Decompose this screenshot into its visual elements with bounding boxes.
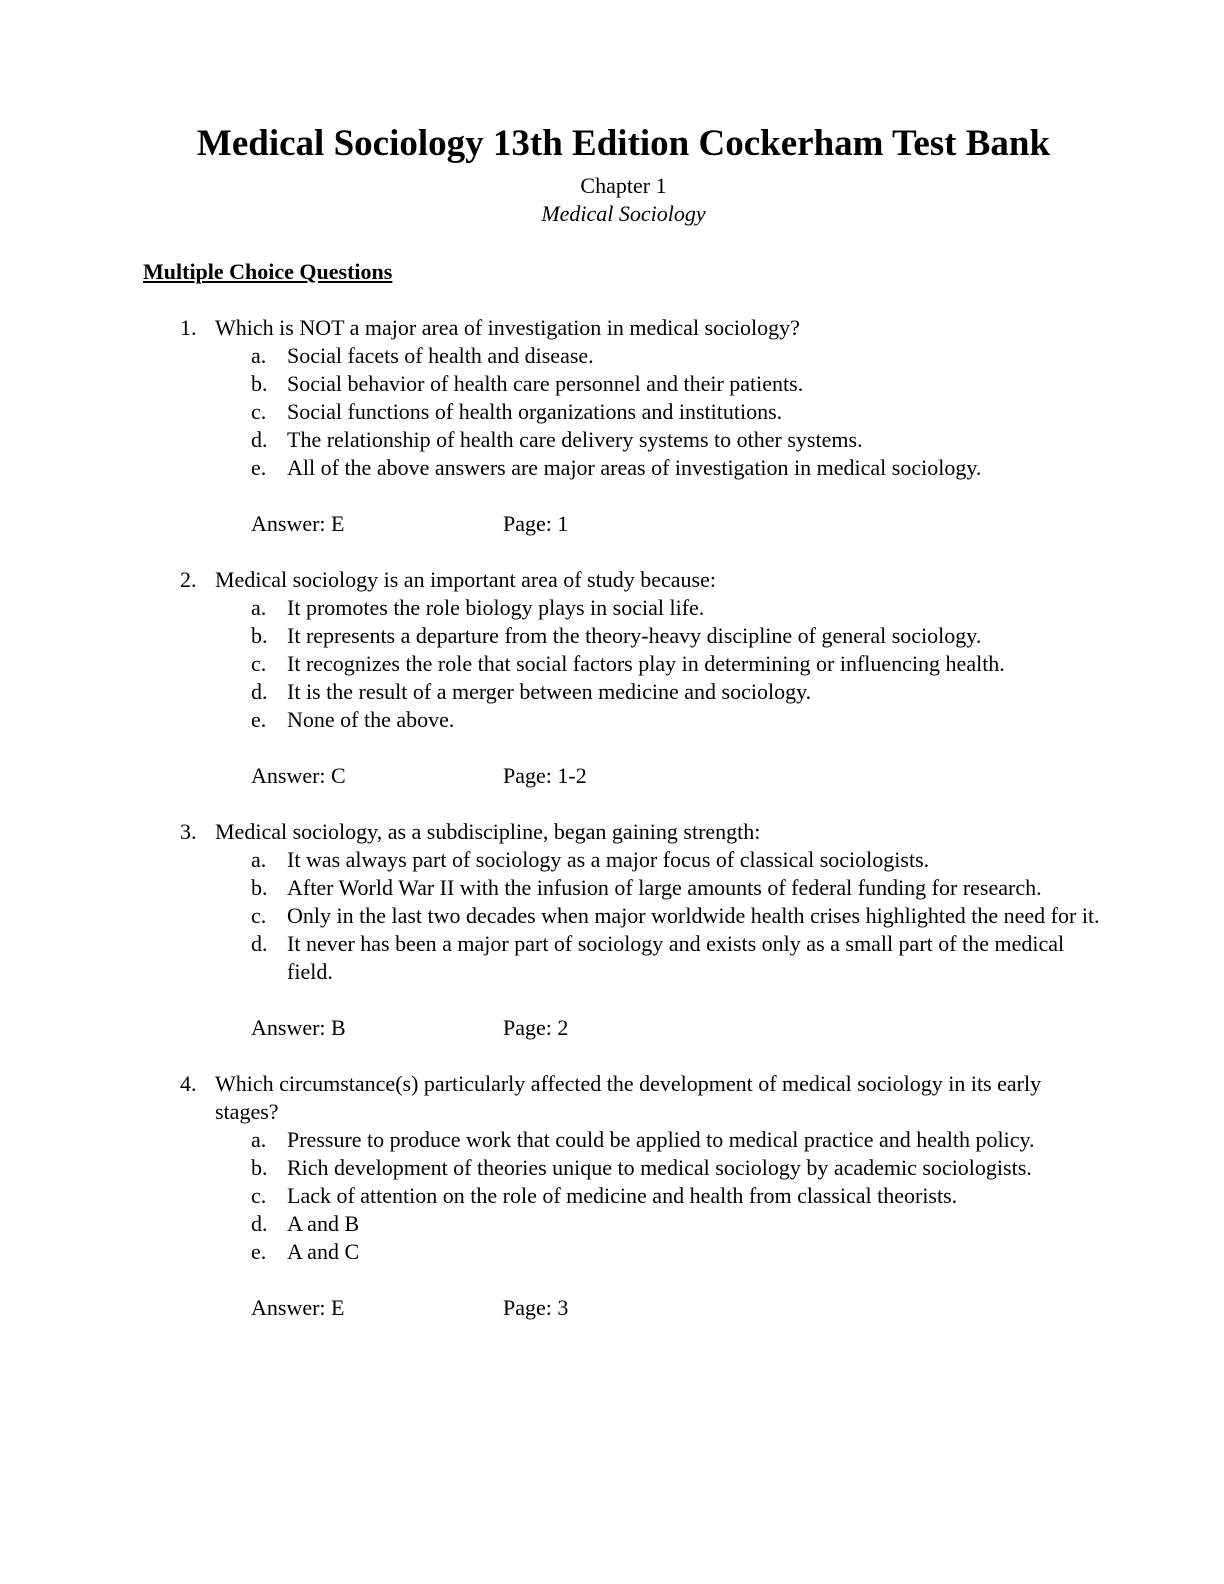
chapter-heading: Chapter 1 (580, 173, 667, 198)
answer-label: Answer: E (251, 1295, 345, 1320)
option-text: Only in the last two decades when major worldwide health crises highlighted the need for it. (287, 903, 1100, 928)
question-number: 4. (180, 1071, 197, 1096)
question-number: 2. (180, 567, 197, 592)
option-letter: c. (251, 399, 267, 424)
option-row (215, 902, 1104, 930)
option-text: Rich development of theories unique to medical sociology by academic sociologists. (287, 1155, 1032, 1180)
option-row (215, 846, 1104, 874)
option-letter: e. (251, 1239, 267, 1264)
option-text: It never has been a major part of sociology and exists only as a small part of the medical field. (287, 931, 1065, 984)
option-text: It is the result of a merger between medicine and sociology. (287, 679, 812, 704)
option-text: Lack of attention on the role of medicine and health from classical theorists. (287, 1183, 958, 1208)
option-letter: b. (251, 875, 268, 900)
option-row (215, 594, 1104, 622)
question-body (215, 314, 1104, 538)
option-row (215, 706, 1104, 734)
option-text: Social facets of health and disease. (287, 343, 594, 368)
document-title: Medical Sociology 13th Edition Cockerham Test Bank (196, 123, 1051, 164)
option-row (215, 622, 1104, 650)
section-heading: Multiple Choice Questions (143, 259, 393, 284)
question (143, 566, 1104, 790)
option-letter: c. (251, 651, 267, 676)
option-row (215, 342, 1104, 370)
option-letter: e. (251, 455, 267, 480)
option-letter: a. (251, 343, 267, 368)
option-text: Social functions of health organizations and institutions. (287, 399, 783, 424)
answer-row (215, 1014, 1104, 1042)
answer-row (215, 762, 1104, 790)
option-row (215, 454, 1104, 482)
question-text: Medical sociology is an important area of study because: (215, 567, 716, 592)
option-text: A and B (287, 1211, 360, 1236)
option-text: It was always part of sociology as a major focus of classical sociologists. (287, 847, 930, 872)
option-letter: d. (251, 427, 268, 452)
question-body (215, 1070, 1104, 1322)
option-row (215, 678, 1104, 706)
option-row (215, 1210, 1104, 1238)
option-text: After World War II with the infusion of large amounts of federal funding for research. (287, 875, 1042, 900)
option-row (215, 398, 1104, 426)
option-letter: d. (251, 679, 268, 704)
option-text: It recognizes the role that social factors play in determining or influencing health. (287, 651, 1005, 676)
option-letter: c. (251, 1183, 267, 1208)
option-letter: d. (251, 931, 268, 956)
option-text: Social behavior of health care personnel and their patients. (287, 371, 804, 396)
question (143, 1070, 1104, 1322)
answer-label: Answer: B (251, 1015, 346, 1040)
options-list (215, 594, 1104, 734)
option-letter: a. (251, 595, 267, 620)
options-list (215, 1126, 1104, 1266)
option-row (215, 426, 1104, 454)
page-label: Page: 3 (503, 1295, 569, 1320)
option-letter: b. (251, 623, 268, 648)
option-text: All of the above answers are major areas of investigation in medical sociology. (287, 455, 982, 480)
answer-row (215, 1294, 1104, 1322)
option-letter: c. (251, 903, 267, 928)
page-label: Page: 1-2 (503, 763, 587, 788)
question-number: 1. (180, 315, 197, 340)
answer-label: Answer: E (251, 511, 345, 536)
answer-label: Answer: C (251, 763, 346, 788)
question-text: Medical sociology, as a subdiscipline, began gaining strength: (215, 819, 761, 844)
option-text: It promotes the role biology plays in social life. (287, 595, 705, 620)
questions-list (143, 314, 1104, 1322)
option-letter: b. (251, 1155, 268, 1180)
option-text: None of the above. (287, 707, 455, 732)
question (143, 818, 1104, 1042)
option-letter: d. (251, 1211, 268, 1236)
question-body (215, 818, 1104, 1042)
answer-row (215, 510, 1104, 538)
option-row (215, 1126, 1104, 1154)
option-row (215, 1238, 1104, 1266)
options-list (215, 342, 1104, 482)
option-row (215, 874, 1104, 902)
page-label: Page: 2 (503, 1015, 569, 1040)
option-row (215, 1154, 1104, 1182)
option-letter: e. (251, 707, 267, 732)
option-letter: b. (251, 371, 268, 396)
page-label: Page: 1 (503, 511, 569, 536)
option-row (215, 1182, 1104, 1210)
option-row (215, 650, 1104, 678)
question-text: Which circumstance(s) particularly affected the development of medical sociology in its early stages? (215, 1071, 1042, 1124)
option-row (215, 370, 1104, 398)
option-text: A and C (287, 1239, 360, 1264)
question-body (215, 566, 1104, 790)
option-letter: a. (251, 847, 267, 872)
option-text: Pressure to produce work that could be applied to medical practice and health policy. (287, 1127, 1035, 1152)
question-text: Which is NOT a major area of investigation in medical sociology? (215, 315, 800, 340)
question (143, 314, 1104, 538)
option-text: The relationship of health care delivery systems to other systems. (287, 427, 863, 452)
option-letter: a. (251, 1127, 267, 1152)
question-number: 3. (180, 819, 197, 844)
option-text: It represents a departure from the theory-heavy discipline of general sociology. (287, 623, 982, 648)
chapter-subtitle: Medical Sociology (541, 201, 706, 226)
options-list (215, 846, 1104, 986)
option-row (215, 930, 1104, 986)
